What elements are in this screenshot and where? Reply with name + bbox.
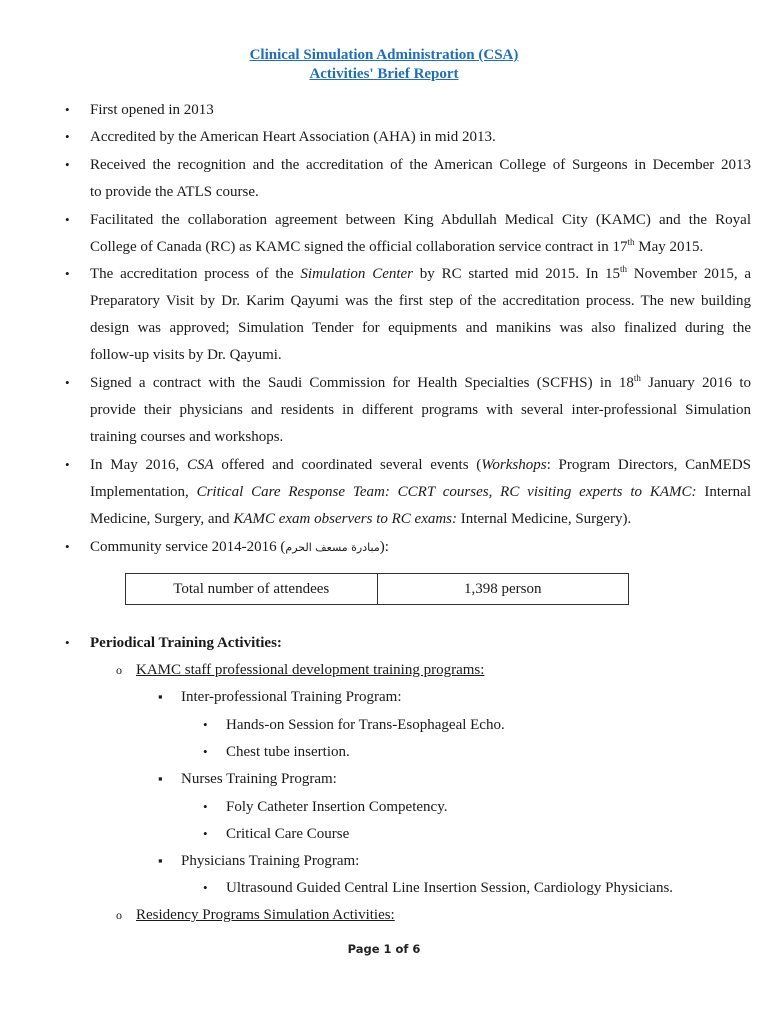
list-item-line: Preparatory Visit by Dr. Karim Qayumi was the first step of the accreditation process. The new building xyxy=(90,293,751,309)
bullet-icon: • xyxy=(65,375,70,390)
list-item: Community service 2014-2016 (مبادرة مسعف الحرم): xyxy=(90,539,389,555)
bullet-icon: • xyxy=(65,539,70,554)
list-item-line: design was approved; Simulation Tender for equipments and manikins was also finalized during the xyxy=(90,320,751,336)
bullet-icon: • xyxy=(65,212,70,227)
page-number: Page 1 of 6 xyxy=(347,942,421,956)
list-item-line: Signed a contract with the Saudi Commission for Health Specialties (SCFHS) in 18th January 2016 to xyxy=(90,373,751,391)
attendees-table xyxy=(125,573,629,605)
program-name: Nurses Training Program: xyxy=(181,771,337,787)
bullet-icon: • xyxy=(65,266,70,281)
bullet-icon: • xyxy=(203,826,208,841)
list-item-line: Medicine, Surgery, and KAMC exam observers to RC exams: Internal Medicine, Surgery). xyxy=(90,511,632,527)
circle-bullet-icon: o xyxy=(116,908,122,922)
square-bullet-icon: ▪ xyxy=(158,771,163,786)
list-item-line: Implementation, Critical Care Response Team: CCRT courses, RC visiting experts to KAMC: Internal xyxy=(90,484,751,500)
report-subtitle xyxy=(0,65,768,84)
list-item-line: Facilitated the collaboration agreement between King Abdullah Medical City (KAMC) and the Royal xyxy=(90,212,751,228)
program-name: Inter-professional Training Program: xyxy=(181,689,402,705)
title-line-1: Clinical Simulation Administration (CSA) xyxy=(249,47,519,63)
bullet-icon: • xyxy=(65,129,70,144)
program-item: Foly Catheter Insertion Competency. xyxy=(226,799,448,815)
bullet-icon: • xyxy=(65,157,70,172)
list-item: Accredited by the American Heart Association (AHA) in mid 2013. xyxy=(90,129,496,145)
list-item-line: training courses and workshops. xyxy=(90,429,284,445)
attendees-value-cell: 1,398 person xyxy=(377,574,629,605)
square-bullet-icon: ▪ xyxy=(158,853,163,868)
program-item: Hands-on Session for Trans-Esophageal Echo. xyxy=(226,717,505,733)
program-item: Chest tube insertion. xyxy=(226,744,350,760)
square-bullet-icon: ▪ xyxy=(158,689,163,704)
bullet-icon: • xyxy=(203,744,208,759)
list-item-line: to provide the ATLS course. xyxy=(90,184,259,200)
subsection-heading: KAMC staff professional development training programs: xyxy=(136,662,485,678)
bullet-icon: • xyxy=(65,635,70,650)
report-title xyxy=(0,46,768,65)
circle-bullet-icon: o xyxy=(116,663,122,677)
list-item-line: Received the recognition and the accreditation of the American College of Surgeons in December 2013 xyxy=(90,157,751,173)
list-item-line: College of Canada (RC) as KAMC signed the official collaboration service contract in 17th May 2015. xyxy=(90,237,704,255)
bullet-icon: • xyxy=(203,880,208,895)
list-item-line: follow-up visits by Dr. Qayumi. xyxy=(90,347,282,363)
attendees-label-cell: Total number of attendees xyxy=(126,574,378,605)
list-item-line: In May 2016, CSA offered and coordinated several events (Workshops: Program Directors, CanMEDS xyxy=(90,457,751,473)
bullet-icon: • xyxy=(203,717,208,732)
program-item: Critical Care Course xyxy=(226,826,350,842)
list-item: First opened in 2013 xyxy=(90,102,214,118)
table-row xyxy=(126,574,629,605)
list-item-line: The accreditation process of the Simulation Center by RC started mid 2015. In 15th November 2015, a xyxy=(90,264,752,282)
bullet-icon: • xyxy=(203,799,208,814)
program-item: Ultrasound Guided Central Line Insertion Session, Cardiology Physicians. xyxy=(226,880,674,896)
bullet-icon: • xyxy=(65,102,70,117)
bullet-icon: • xyxy=(65,457,70,472)
title-line-2: Activities' Brief Report xyxy=(309,66,459,82)
section-heading: Periodical Training Activities: xyxy=(90,635,282,651)
program-name: Physicians Training Program: xyxy=(181,853,360,869)
subsection-heading: Residency Programs Simulation Activities: xyxy=(136,907,395,923)
arabic-initiative-name: مبادرة مسعف الحرم xyxy=(285,541,380,554)
list-item-line: provide their physicians and residents in different programs with several inter-professional Simulation xyxy=(90,402,751,418)
